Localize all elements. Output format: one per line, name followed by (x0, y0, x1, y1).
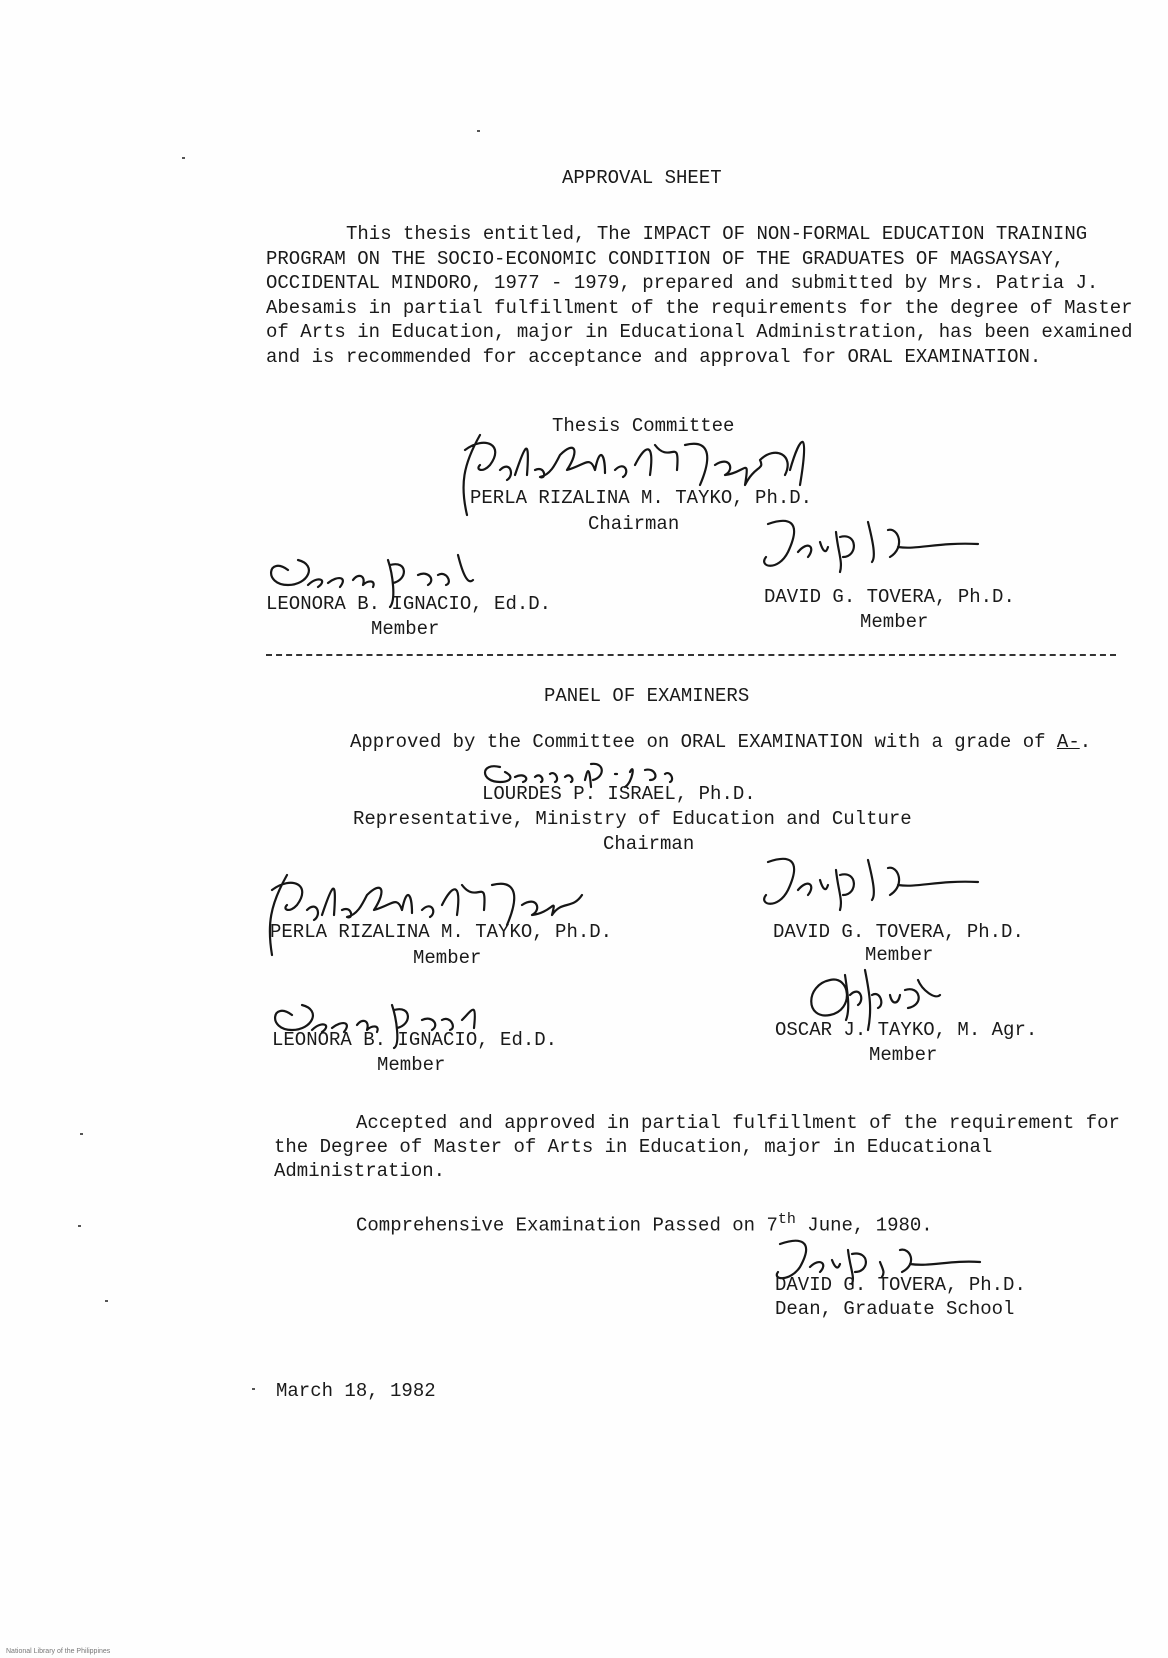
committee-member-left-name: LEONORA B. IGNACIO, Ed.D. (266, 593, 552, 615)
dean-name: DAVID G. TOVERA, Ph.D. (775, 1274, 1026, 1296)
panel-member-1-name: PERLA RIZALINA M. TAYKO, Ph.D. (270, 921, 613, 943)
panel-approval-line: Approved by the Committee on ORAL EXAMINATION with a grade of A-. (350, 731, 1092, 753)
acceptance-paragraph: Accepted and approved in partial fulfillment of the requirement for the Degree of Master of Arts in Education, major in Educational Administration. (274, 1112, 1120, 1182)
committee-member-right-name: DAVID G. TOVERA, Ph.D. (764, 586, 1015, 608)
panel-chairman-name: LOURDES P. ISRAEL, Ph.D. (482, 783, 756, 805)
scan-speck (78, 1225, 81, 1227)
dean-title: Dean, Graduate School (775, 1298, 1015, 1320)
panel-member-4-role: Member (869, 1044, 938, 1066)
panel-member-4-name: OSCAR J. TAYKO, M. Agr. (775, 1019, 1038, 1041)
scan-speck (80, 1133, 83, 1135)
page-title: APPROVAL SHEET (562, 167, 722, 189)
panel-chairman-affiliation: Representative, Ministry of Education and Culture (353, 808, 912, 830)
thesis-committee-heading: Thesis Committee (552, 415, 735, 437)
panel-member-2-name: DAVID G. TOVERA, Ph.D. (773, 921, 1024, 943)
panel-member-1-role: Member (413, 947, 482, 969)
committee-chairman-name: PERLA RIZALINA M. TAYKO, Ph.D. (470, 487, 813, 509)
committee-chairman-role: Chairman (588, 513, 680, 535)
panel-member-3-role: Member (377, 1054, 446, 1076)
signature-tovera-panel (748, 850, 1008, 930)
panel-member-3-name: LEONORA B. IGNACIO, Ed.D. (272, 1029, 558, 1051)
scan-speck (477, 130, 480, 132)
committee-member-left-role: Member (371, 618, 440, 640)
scan-speck (182, 157, 185, 159)
signature-tovera-committee (748, 512, 1008, 592)
panel-heading: PANEL OF EXAMINERS (544, 685, 750, 707)
document-date: March 18, 1982 (276, 1380, 436, 1402)
grade-value: A- (1056, 731, 1080, 753)
intro-paragraph: This thesis entitled, The IMPACT OF NON-FORMAL EDUCATION TRAINING PROGRAM ON THE SOCIO-ECONOMIC CONDITION OF THE GRADUATES OF MAGSAYSAY, OCCIDENTAL MINDORO, 1977 - 1979, prepared and submitted by Mrs. Patria J. Abesamis in partial fulfillment of the requirements for the degree of Master of Arts in Education, major in Educational Administration, has been examined and is recommended for acceptance and approval for ORAL EXAMINATION. (266, 223, 1133, 368)
section-divider (266, 654, 1116, 656)
comprehensive-exam-line: Comprehensive Examination Passed on 7th June, 1980. (356, 1211, 933, 1237)
panel-member-2-role: Member (865, 944, 934, 966)
panel-chairman-role: Chairman (603, 833, 695, 855)
scan-speck (105, 1300, 108, 1302)
committee-member-right-role: Member (860, 611, 929, 633)
scan-speck (252, 1388, 255, 1390)
scan-footer: National Library of the Philippines (6, 1648, 111, 1655)
